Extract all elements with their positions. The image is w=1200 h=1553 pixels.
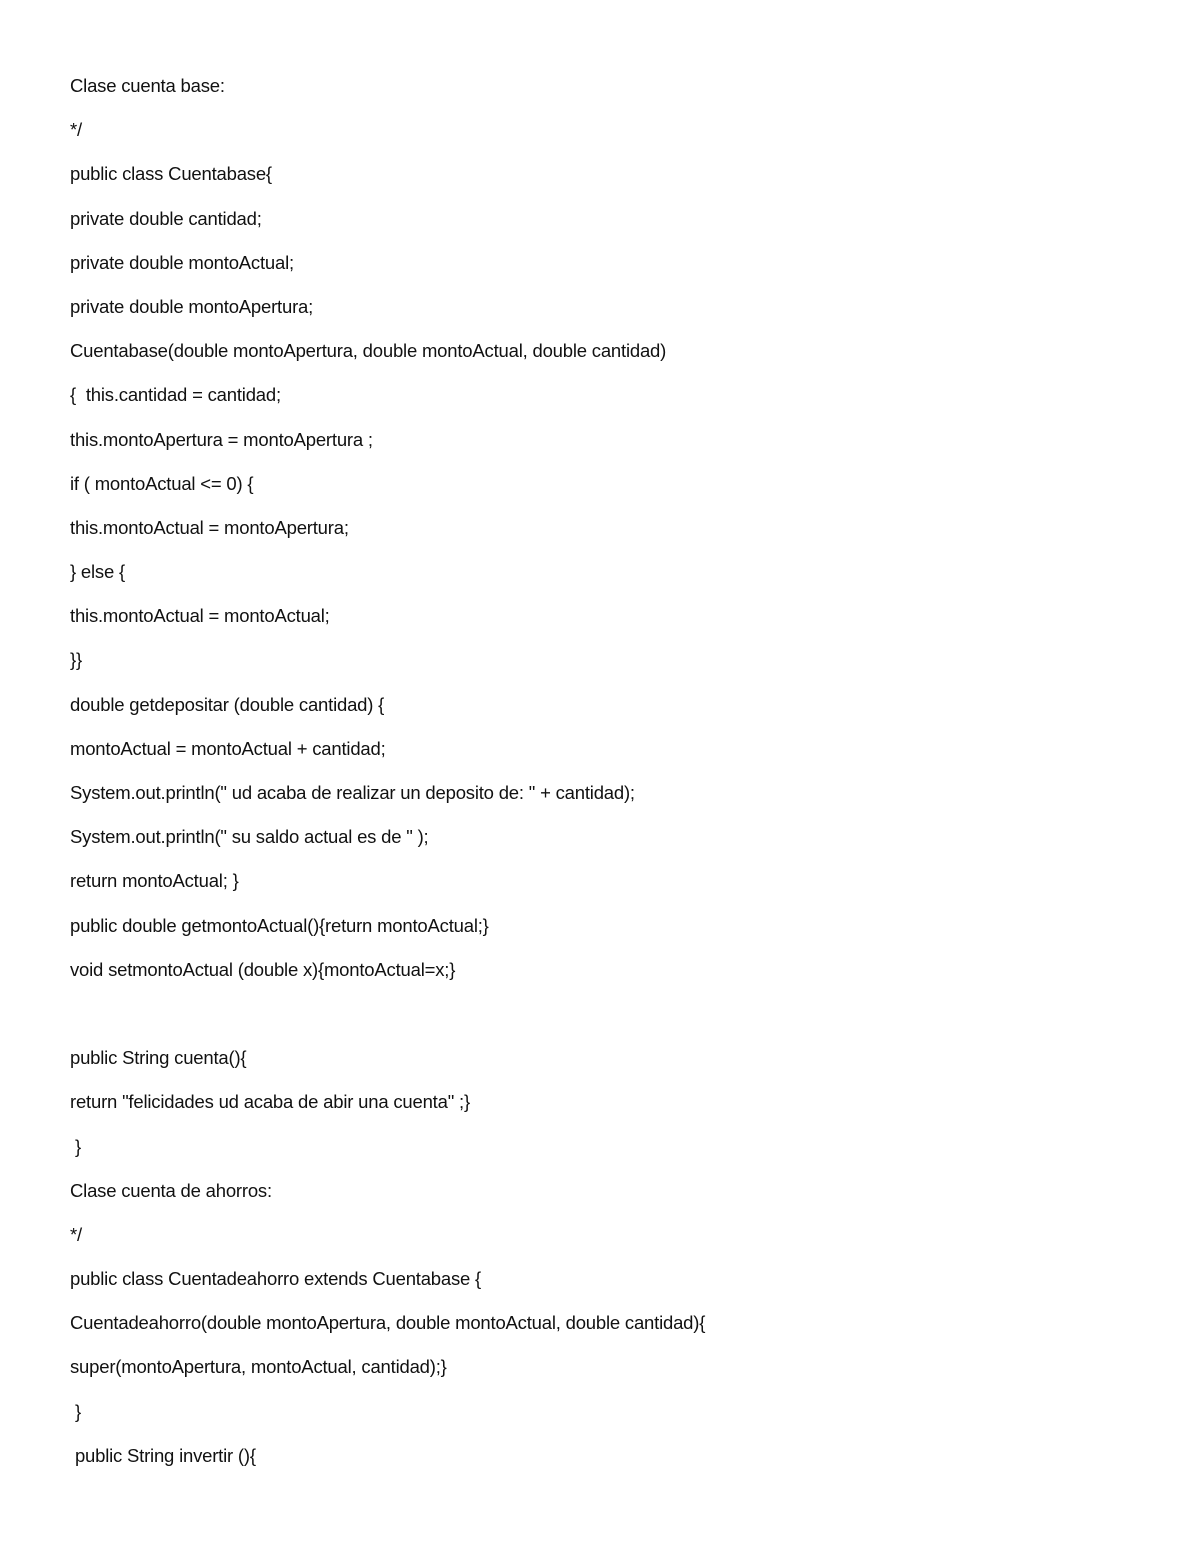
text-line: public double getmontoActual(){return montoActual;}	[70, 914, 489, 936]
text-line: montoActual = montoActual + cantidad;	[70, 737, 386, 759]
blank-line	[70, 1000, 1160, 1044]
text-line: this.montoActual = montoActual;	[70, 605, 330, 627]
text-line: private double montoApertura;	[70, 295, 314, 317]
text-line: this.montoActual = montoApertura;	[70, 516, 349, 538]
text-line: super(montoApertura, montoActual, cantidad);}	[70, 1356, 447, 1378]
text-line: public class Cuentabase{	[70, 163, 272, 185]
text-line: this.montoApertura = montoApertura ;	[70, 428, 373, 450]
text-line: } else {	[70, 561, 125, 583]
text-line: if ( montoActual <= 0) {	[70, 472, 254, 494]
text-line: Cuentadeahorro(double montoApertura, double montoActual, double cantidad){	[70, 1312, 706, 1334]
text-line: public String invertir (){	[70, 1444, 256, 1466]
text-line: double getdepositar (double cantidad) {	[70, 693, 385, 715]
text-line: }}	[70, 649, 82, 671]
text-line: public class Cuentadeahorro extends Cuentabase {	[70, 1268, 482, 1290]
text-line: private double cantidad;	[70, 207, 262, 229]
document-body	[70, 72, 1160, 1486]
text-line: }	[70, 1135, 81, 1157]
text-line: System.out.println(" ud acaba de realizar un deposito de: " + cantidad);	[70, 782, 635, 803]
text-line: void setmontoActual (double x){montoActual=x;}	[70, 958, 456, 980]
text-line: */	[70, 119, 82, 141]
text-line: */	[70, 1223, 82, 1245]
text-line: System.out.println(" su saldo actual es de " );	[70, 826, 429, 848]
text-line: Clase cuenta base:	[70, 75, 225, 96]
text-line: }	[70, 1400, 81, 1422]
text-line: { this.cantidad = cantidad;	[70, 384, 281, 406]
text-line: Clase cuenta de ahorros:	[70, 1179, 272, 1201]
text-line: return "felicidades ud acaba de abir una cuenta" ;}	[70, 1091, 470, 1113]
text-line: public String cuenta(){	[70, 1047, 247, 1069]
text-line: return montoActual; }	[70, 870, 239, 892]
text-line: private double montoActual;	[70, 251, 294, 273]
text-line: Cuentabase(double montoApertura, double montoActual, double cantidad)	[70, 340, 667, 362]
